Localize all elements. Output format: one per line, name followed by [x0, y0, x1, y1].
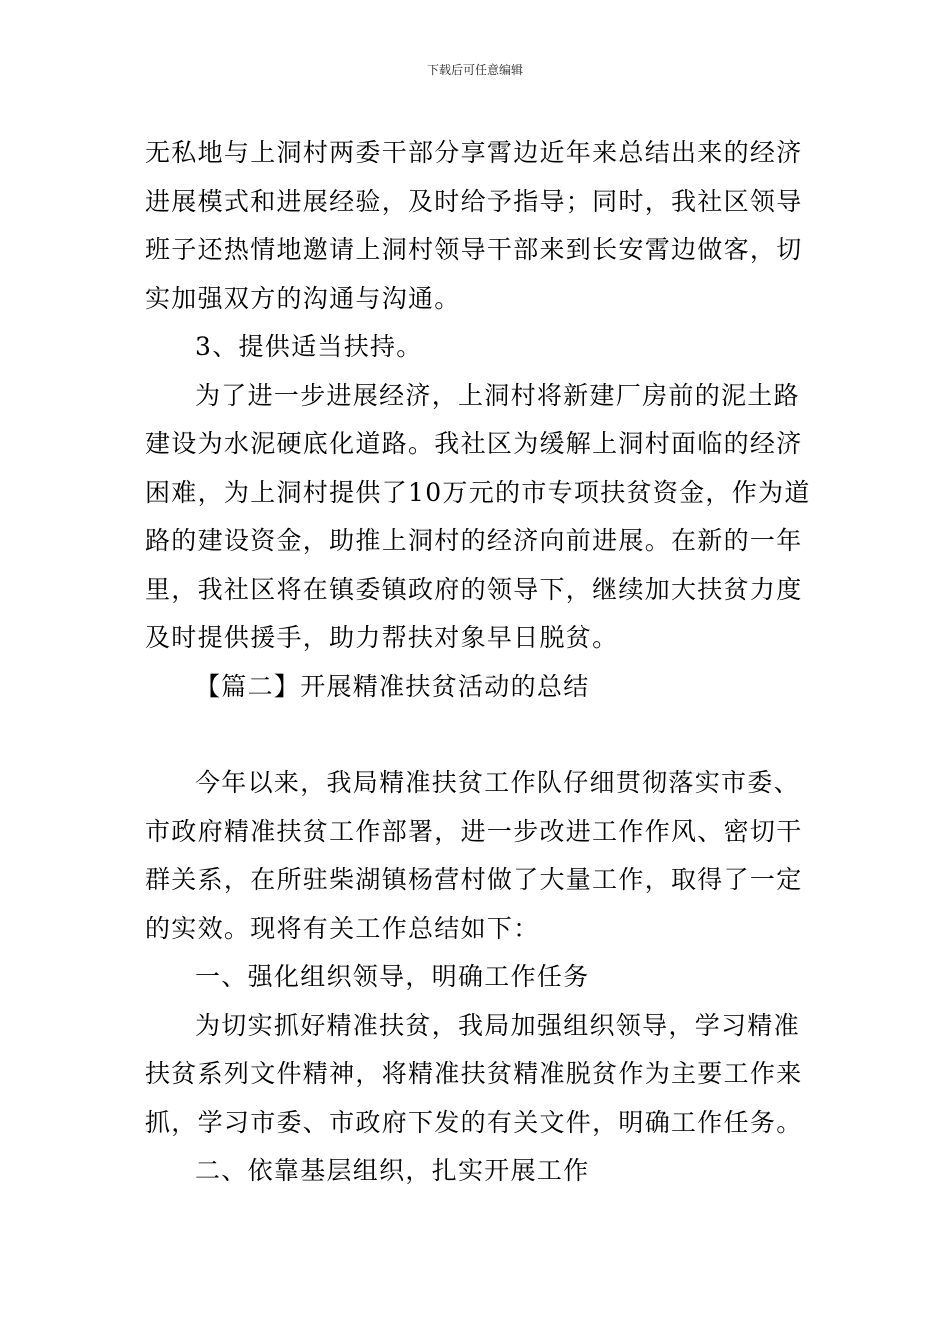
text-line: 实加强双方的沟通与沟通。	[145, 283, 461, 313]
text-line: 为切实抓好精准扶贫，我局加强组织领导，学习精准	[195, 1010, 800, 1040]
subsection-heading-1: 一、强化组织领导，明确工作任务	[195, 962, 590, 991]
paragraph-p3	[145, 372, 811, 663]
text-line: 班子还热情地邀请上洞村领导干部来到长安霄边做客，切	[145, 235, 803, 264]
text-line: 群关系，在所驻柴湖镇杨营村做了大量工作，取得了一定	[145, 865, 803, 894]
text-line: 路的建设资金，助推上洞村的经济向前进展。在新的一年	[145, 526, 803, 555]
document-body	[145, 129, 811, 1196]
paragraph-p6	[145, 953, 811, 1002]
text-line: 困难，为上洞村提供了10万元的市专项扶贫资金，作为道	[145, 477, 811, 507]
text-line: 市政府精准扶贫工作部署，进一步改进工作作风、密切干	[145, 816, 803, 846]
text-line: 进展模式和进展经验，及时给予指导；同时，我社区领导	[145, 186, 803, 216]
section-title	[145, 663, 811, 712]
paragraph-p1	[145, 129, 811, 323]
list-heading-3: 3、提供适当扶持。	[195, 332, 423, 361]
text-line: 及时提供援手，助力帮扶对象早日脱贫。	[145, 623, 619, 652]
text-line: 无私地与上洞村两委干部分享霄边近年来总结出来的经济	[145, 138, 803, 167]
text-line: 里，我社区将在镇委镇政府的领导下，继续加大扶贫力度	[145, 574, 803, 604]
paragraph-p2	[145, 323, 811, 372]
text-line: 建设为水泥硬底化道路。我社区为缓解上洞村面临的经济	[145, 429, 803, 458]
text-line: 为了进一步进展经济，上洞村将新建厂房前的泥土路	[195, 380, 800, 410]
text-line: 今年以来，我局精准扶贫工作队仔细贯彻落实市委、	[195, 768, 800, 797]
paragraph-p5	[145, 759, 811, 953]
paragraph-p8	[145, 1147, 811, 1196]
section-title-text: 【篇二】开展精准扶贫活动的总结	[195, 671, 590, 701]
text-line: 抓，学习市委、市政府下发的有关文件，明确工作任务。	[145, 1107, 803, 1137]
paragraph-p7	[145, 1002, 811, 1148]
text-line: 扶贫系列文件精神，将精准扶贫精准脱贫作为主要工作来	[145, 1059, 803, 1088]
page-header: 下载后可任意编辑	[426, 63, 523, 77]
text-line: 的实效。现将有关工作总结如下：	[145, 913, 540, 943]
subsection-heading-2: 二、依靠基层组织，扎实开展工作	[195, 1156, 590, 1185]
blank-line	[145, 711, 811, 759]
